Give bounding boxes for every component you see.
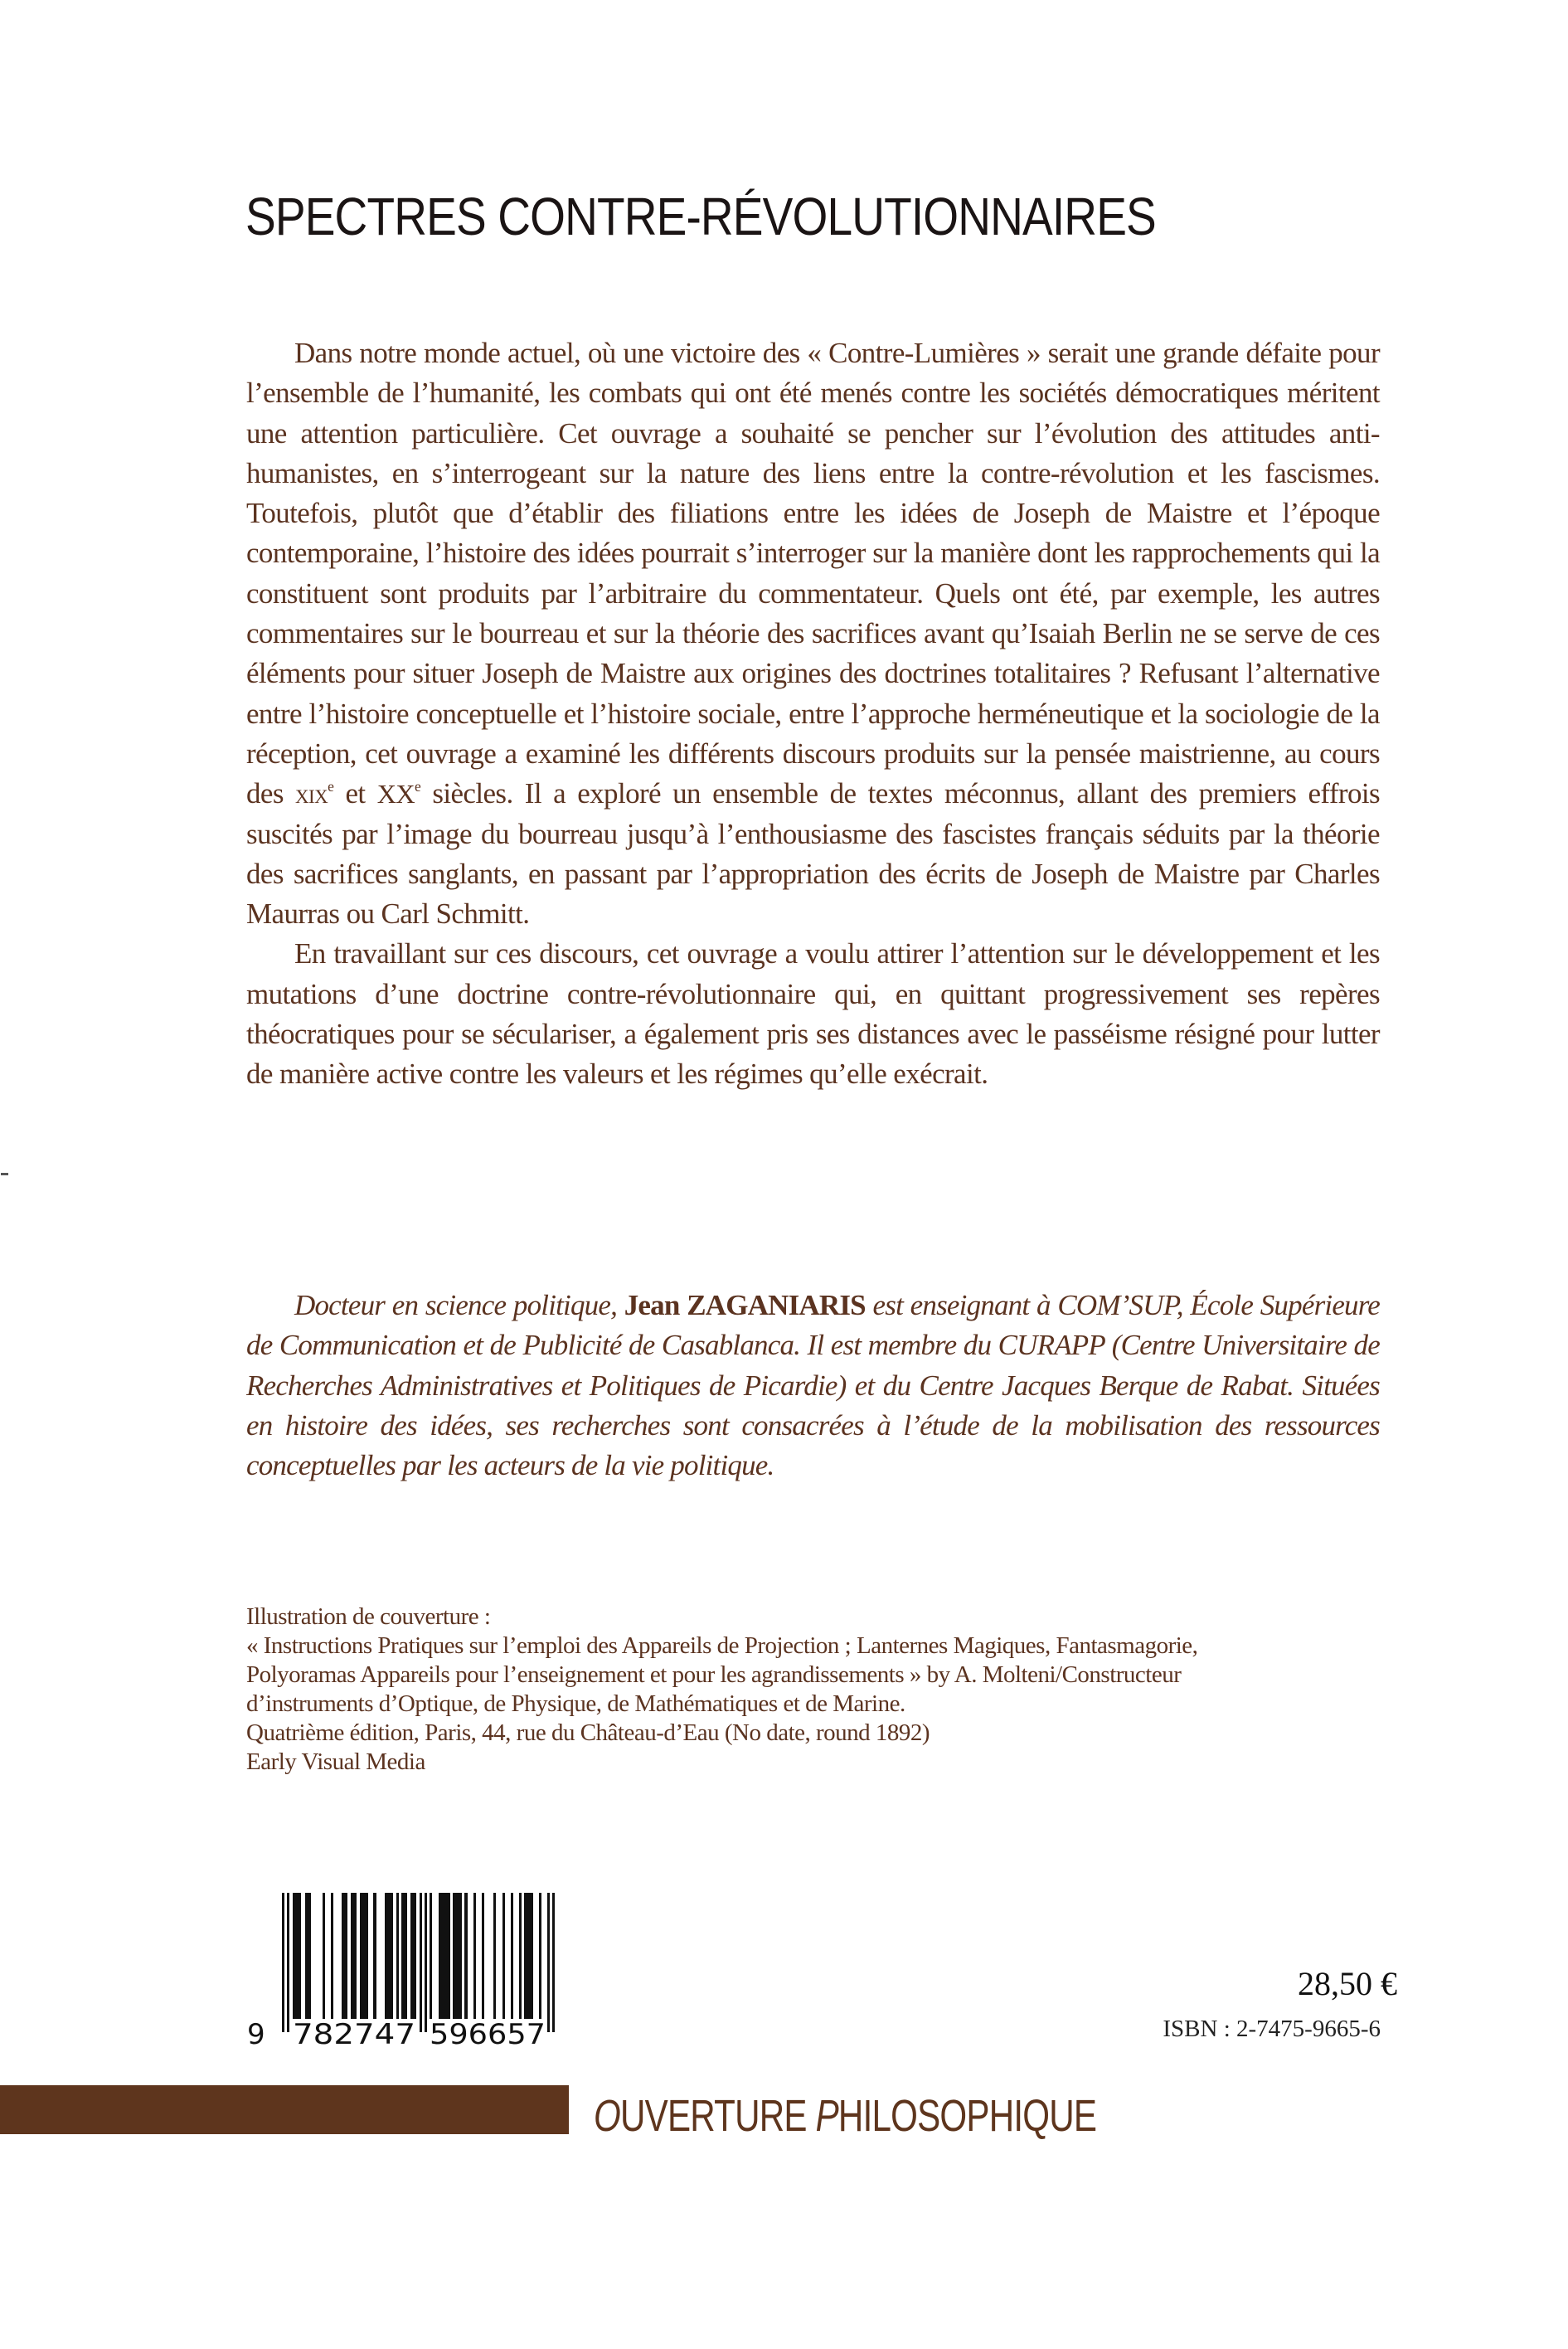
bio-lead: Docteur en science politique, xyxy=(294,1289,624,1321)
author-name: Jean ZAGANIARIS xyxy=(624,1289,866,1321)
crop-mark xyxy=(1,1173,8,1175)
barcode-icon xyxy=(245,1893,594,2059)
credit-line: d’instruments d’Optique, de Physique, de Mathématiques et de Marine. xyxy=(246,1690,905,1717)
credit-line: Quatrième édition, Paris, 44, rue du Château-d’Eau (No date, round 1892) xyxy=(246,1719,930,1746)
century-20: XX xyxy=(376,779,415,810)
credit-line: Illustration de couverture : xyxy=(246,1603,491,1630)
series-color-bar xyxy=(0,2085,569,2134)
series-word-2: HILOSOPHIQUE xyxy=(837,2091,1097,2141)
blurb-text: Dans notre monde actuel, où une victoire des « Contre-Lumières » serait une grande défaite pour l’ensemble de l’humanité, les combats qui ont été menés contre les sociétés démocratiques méritent une attention particulière. Cet ouvrage a souhaité se pencher sur l’évolution des attitudes anti-humanistes, en s’interrogeant sur la nature des liens entre la contre-révolution et les fascismes. Toutefois, plutôt que d’établir des filiations entre les idées de Joseph de Maistre et l’époque contemporaine, l’histoire des idées pourrait s’interroger sur la manière dont les rapprochements qui la constituent sont produits par l’arbitraire du commentateur. Quels ont été, par exemple, les autres commentaires sur le bourreau et sur la théorie des sacrifices avant qu’Isaiah Berlin ne se serve de ces éléments pour situer Joseph de Maistre aux origines des doctrines totalitaires ? Refusant l’alternative entre l’histoire conceptuelle et l’histoire sociale, entre l’approche herméneutique et la sociologie de la réception, cet ouvrage a examiné les différents discours produits sur la pensée maistrienne, au cours des xyxy=(246,337,1380,810)
blurb-text: et xyxy=(333,777,377,810)
barcode-digits-left: 782747 xyxy=(293,2018,415,2051)
blurb-paragraph-1 xyxy=(246,333,1380,934)
author-bio xyxy=(246,1286,1380,1486)
credit-line: Polyoramas Appareils pour l’enseignement et pour les agrandissements » by A. Molteni/Constructeur xyxy=(246,1661,1182,1688)
credit-line: « Instructions Pratiques sur l’emploi des Appareils de Projection ; Lanternes Magiques, Fantasmagorie, xyxy=(246,1632,1198,1659)
century-19: xix xyxy=(295,779,328,810)
cover-illustration-credit xyxy=(246,1602,1380,1777)
series-word-1: UVERTURE xyxy=(619,2091,816,2141)
barcode-digit-prefix: 9 xyxy=(247,2018,265,2051)
bio-text: est enseignant à COM’SUP, École Supérieure de Communication et de Publicité de Casablanca. Il est membre du CURAPP (Centre Universitaire de Recherches Administratives et Politiques de Picardie) et du Centre Jacques Berque de Rabat. Situées en histoire des idées, ses recherches sont consacrées à l’étude de la mobilisation des ressources conceptuelles par les acteurs de la vie politique. xyxy=(246,1289,1381,1482)
series-initial-p: P xyxy=(815,2091,838,2141)
barcode-digits-right: 596657 xyxy=(430,2018,546,2051)
ordinal-sup: e xyxy=(328,778,334,795)
price: 28,50 € xyxy=(1298,1965,1397,2002)
blurb-paragraph-2: En travaillant sur ces discours, cet ouvrage a voulu attirer l’attention sur le développement et les mutations d’une doctrine contre-révolutionnaire qui, en quittant progressivement ses repères théocratiques pour se séculariser, a également pris ses distances avec le passéisme résigné pour lutter de manière active contre les valeurs et les régimes qu’elle exécrait. xyxy=(246,937,1380,1091)
author-bio-paragraph xyxy=(246,1286,1380,1486)
series-name xyxy=(594,2092,1096,2140)
isbn-number: ISBN : 2-7475-9665-6 xyxy=(1163,2016,1381,2042)
blurb xyxy=(246,333,1380,1095)
book-title: SPECTRES CONTRE-RÉVOLUTIONNAIRES xyxy=(245,187,1156,246)
credit-line: Early Visual Media xyxy=(246,1748,425,1775)
blurb-text: siècles. Il a exploré un ensemble de textes méconnus, allant des premiers effrois suscités par l’image du bourreau jusqu’à l’enthousiasme des fascistes français séduits par la théorie des sacrifices sanglants, en passant par l’appropriation des écrits de Joseph de Maistre par Charles Maurras ou Carl Schmitt. xyxy=(246,777,1380,931)
isbn-barcode xyxy=(245,1893,594,2059)
series-initial-o: O xyxy=(594,2091,620,2141)
ordinal-sup: e xyxy=(415,778,421,795)
